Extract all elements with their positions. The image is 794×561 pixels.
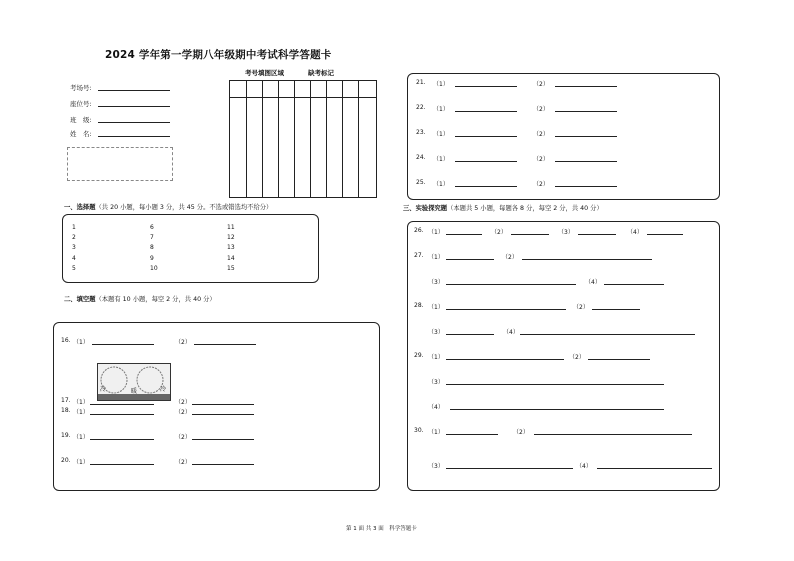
blank-label: （2） — [175, 399, 191, 406]
blank-label: （1） — [73, 434, 89, 441]
exam-room-field[interactable] — [98, 90, 170, 91]
answer-line[interactable] — [446, 468, 573, 469]
answer-line[interactable] — [604, 284, 664, 285]
figure-label-cold: 冷 — [100, 386, 107, 393]
blank-label: （1） — [428, 304, 444, 311]
blank-label: （2） — [491, 229, 507, 236]
blank-label: （4） — [576, 463, 592, 470]
answer-line[interactable] — [192, 414, 254, 415]
fill-in-answer-box — [53, 322, 380, 491]
answer-line[interactable] — [446, 234, 482, 235]
answer-line[interactable] — [592, 309, 640, 310]
answer-line[interactable] — [455, 161, 517, 162]
blank-label: （3） — [428, 279, 444, 286]
section1-note: （共 20 小题，每小题 3 分，共 45 分。不选或错选均不给分） — [95, 204, 273, 211]
answer-line[interactable] — [555, 111, 617, 112]
answer-line[interactable] — [446, 334, 494, 335]
choice-col-1 — [72, 223, 76, 274]
blank-label: （2） — [533, 106, 549, 113]
blank-label: （4） — [585, 279, 601, 286]
answer-line[interactable] — [455, 136, 517, 137]
blank-label: （1） — [433, 106, 449, 113]
choice-number: 14 — [227, 254, 235, 262]
absent-mark-label: 缺考标记 — [308, 69, 334, 77]
blank-label: （2） — [175, 339, 191, 346]
blank-label: （3） — [428, 329, 444, 336]
choice-number: 5 — [72, 264, 76, 272]
answer-line[interactable] — [90, 404, 154, 405]
figure-label-warm: 暖 — [131, 388, 138, 395]
answer-line[interactable] — [192, 404, 254, 405]
blank-label: （1） — [73, 459, 89, 466]
choice-number: 13 — [227, 244, 235, 252]
blank-label: （3） — [428, 379, 444, 386]
answer-line[interactable] — [520, 334, 695, 335]
answer-line[interactable] — [588, 359, 650, 360]
blank-label: （1） — [73, 409, 89, 416]
blank-label: （2） — [573, 304, 589, 311]
answer-line[interactable] — [90, 439, 154, 440]
blank-label: （2） — [533, 81, 549, 88]
exam-id-grid[interactable] — [229, 80, 377, 198]
choice-number: 2 — [72, 234, 76, 242]
answer-line[interactable] — [450, 409, 664, 410]
blank-label: （1） — [428, 354, 444, 361]
blank-label: （2） — [175, 459, 191, 466]
blank-label: （4） — [627, 229, 643, 236]
question-number: 16. — [61, 337, 71, 344]
answer-line[interactable] — [446, 259, 494, 260]
blank-label: （1） — [433, 181, 449, 188]
figure-label-cold: 冷 — [160, 386, 167, 393]
blank-label: （1） — [428, 229, 444, 236]
answer-line[interactable] — [90, 414, 154, 415]
question-number: 21. — [416, 79, 426, 86]
answer-line[interactable] — [446, 309, 566, 310]
blank-label: （1） — [73, 339, 89, 346]
blank-label: （4） — [428, 404, 444, 411]
choice-number: 15 — [227, 264, 235, 272]
answer-line[interactable] — [455, 111, 517, 112]
question-number: 28. — [414, 302, 424, 309]
section1-title: 一、选择题 — [64, 204, 96, 211]
choice-col-3 — [227, 223, 235, 274]
answer-line[interactable] — [446, 284, 576, 285]
choice-number: 7 — [150, 234, 154, 242]
choice-col-2 — [150, 223, 158, 274]
question-number: 25. — [416, 179, 426, 186]
question-number: 29. — [414, 352, 424, 359]
name-field[interactable] — [98, 136, 170, 137]
cold-warm-figure — [97, 363, 171, 401]
class-label: 班 级: — [70, 116, 92, 124]
choice-number: 3 — [72, 244, 76, 252]
question-number: 27. — [414, 252, 424, 259]
seat-label: 座位号: — [70, 100, 92, 108]
question-number: 24. — [416, 154, 426, 161]
choice-answer-box — [62, 214, 319, 283]
blank-label: （4） — [503, 329, 519, 336]
name-label: 姓 名: — [70, 130, 92, 138]
blank-label: （1） — [428, 254, 444, 261]
section3-note: （本题共 5 小题，每题各 8 分，每空 2 分，共 40 分） — [447, 205, 603, 212]
blank-label: （3） — [558, 229, 574, 236]
question-number: 30. — [414, 427, 424, 434]
blank-label: （2） — [175, 409, 191, 416]
answer-line[interactable] — [522, 259, 652, 260]
choice-number: 8 — [150, 244, 154, 252]
question-number: 26. — [414, 227, 424, 234]
blank-label: （2） — [533, 156, 549, 163]
answer-line[interactable] — [446, 359, 564, 360]
blank-label: （2） — [513, 429, 529, 436]
answer-line[interactable] — [192, 439, 254, 440]
choice-number: 12 — [227, 234, 235, 242]
section1-heading — [64, 202, 272, 211]
answer-line[interactable] — [555, 136, 617, 137]
choice-number: 9 — [150, 254, 154, 262]
answer-line[interactable] — [455, 86, 517, 87]
choice-number: 6 — [150, 224, 154, 231]
exam-room-label: 考场号: — [70, 84, 92, 92]
experiment-answer-box — [407, 221, 720, 491]
answer-line[interactable] — [597, 468, 712, 469]
answer-line[interactable] — [90, 464, 154, 465]
choice-number: 1 — [72, 224, 76, 231]
blank-label: （2） — [533, 181, 549, 188]
blank-label: （3） — [428, 463, 444, 470]
page-footer: 第 1 面 共 3 面 科学答题卡 — [346, 526, 417, 532]
question-number: 18. — [61, 407, 71, 414]
blank-label: （2） — [569, 354, 585, 361]
blank-label: （2） — [502, 254, 518, 261]
choice-number: 11 — [227, 224, 235, 231]
section2-title: 二、填空题 — [64, 296, 96, 303]
class-field[interactable] — [98, 122, 170, 123]
question-number: 19. — [61, 432, 71, 439]
section3-title: 三、实验探究题 — [403, 205, 448, 212]
answer-line[interactable] — [455, 186, 517, 187]
answer-line[interactable] — [555, 161, 617, 162]
blank-label: （1） — [433, 156, 449, 163]
answer-line[interactable] — [647, 234, 683, 235]
answer-line[interactable] — [192, 464, 254, 465]
answer-line[interactable] — [446, 384, 664, 385]
answer-line[interactable] — [555, 86, 617, 87]
answer-line[interactable] — [578, 234, 616, 235]
section2-heading — [64, 294, 216, 303]
blank-label: （1） — [433, 131, 449, 138]
blank-label: （2） — [533, 131, 549, 138]
page-title: 2024 学年第一学期八年级期中考试科学答题卡 — [105, 49, 332, 61]
exam-id-area-label: 考号填图区域 — [245, 69, 284, 77]
blank-label: （1） — [73, 399, 89, 406]
answer-line[interactable] — [534, 434, 692, 435]
answer-line[interactable] — [194, 344, 256, 345]
choice-number: 4 — [72, 254, 76, 262]
question-number: 20. — [61, 457, 71, 464]
choice-number: 10 — [150, 264, 158, 272]
answer-line[interactable] — [92, 344, 154, 345]
answer-line[interactable] — [511, 234, 549, 235]
seat-field[interactable] — [98, 106, 170, 107]
question-number: 23. — [416, 129, 426, 136]
answer-line[interactable] — [446, 434, 498, 435]
barcode-area — [67, 147, 173, 181]
blank-label: （1） — [428, 429, 444, 436]
section2-note: （本题有 10 小题，每空 2 分，共 40 分） — [95, 296, 216, 303]
question-number: 17. — [61, 397, 71, 404]
blank-label: （1） — [433, 81, 449, 88]
question-number: 22. — [416, 104, 426, 111]
section3-heading — [403, 203, 603, 212]
blank-label: （2） — [175, 434, 191, 441]
answer-line[interactable] — [555, 186, 617, 187]
